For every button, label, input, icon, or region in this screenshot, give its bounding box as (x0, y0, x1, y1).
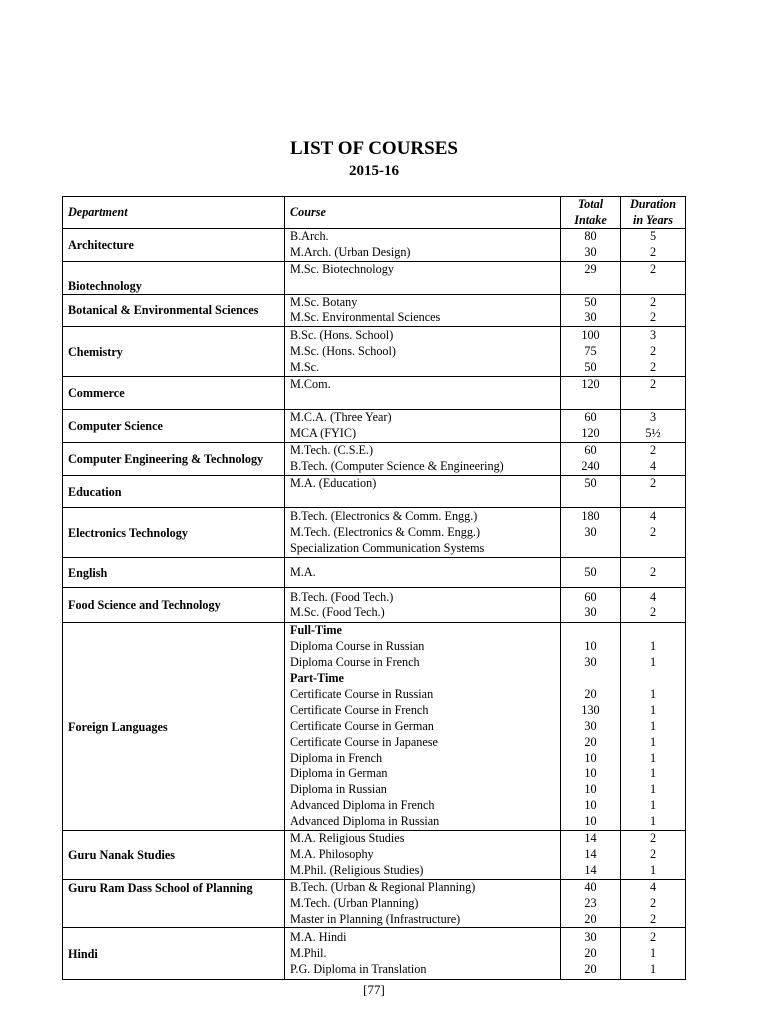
intake-value: 14 (584, 831, 597, 846)
intake-cell (561, 475, 621, 508)
intake-value: 30 (584, 930, 597, 945)
intake-value (566, 278, 615, 294)
duration-value: 2 (649, 525, 657, 540)
duration-value: 4 (649, 509, 657, 524)
intake-value: 60 (584, 442, 597, 457)
intake-cell (561, 261, 621, 294)
department-cell: Foreign Languages (63, 623, 285, 831)
intake-value: 180 (581, 509, 600, 524)
course-line: M.Arch. (Urban Design) (290, 244, 411, 259)
course-line: Master in Planning (Infrastructure) (290, 911, 461, 926)
table-row (63, 879, 686, 928)
intake-value: 60 (584, 410, 597, 425)
intake-value: 10 (584, 766, 597, 781)
intake-value: 30 (584, 525, 597, 540)
intake-cell (561, 928, 621, 980)
course-line: M.Tech. (C.S.E.) (290, 442, 374, 457)
courses-cell (285, 588, 561, 623)
intake-value (566, 541, 615, 557)
intake-value: 120 (581, 426, 600, 441)
course-line: Certificate Course in Japanese (290, 734, 438, 749)
header-total-intake: Total Intake (561, 197, 621, 229)
intake-cell (561, 623, 621, 831)
intake-value: 30 (584, 310, 597, 325)
intake-cell (561, 410, 621, 443)
intake-cell (561, 327, 621, 377)
duration-value: 1 (649, 766, 657, 781)
duration-cell (621, 475, 686, 508)
duration-value: 2 (649, 930, 657, 945)
course-line: M.Phil. (290, 945, 327, 960)
courses-cell (285, 327, 561, 377)
department-cell: Chemistry (63, 327, 285, 377)
duration-cell (621, 377, 686, 410)
course-line: M.A. Philosophy (290, 846, 374, 861)
duration-value (626, 278, 680, 294)
table-row (63, 294, 686, 327)
intake-value: 120 (581, 377, 600, 392)
table-row (63, 928, 686, 980)
duration-value: 2 (649, 261, 657, 276)
header-department: Department (63, 197, 285, 229)
department-cell: Electronics Technology (63, 508, 285, 558)
table-row (63, 558, 686, 588)
table-row (63, 623, 686, 831)
course-line: M.A. (Education) (290, 475, 377, 490)
duration-value: 1 (649, 798, 657, 813)
intake-cell (561, 442, 621, 475)
intake-cell (561, 588, 621, 623)
course-line: B.Tech. (Electronics & Comm. Engg.) (290, 509, 478, 524)
header-course: Course (285, 197, 561, 229)
table-row (63, 261, 686, 294)
course-line: Certificate Course in German (290, 718, 434, 733)
department-cell: Architecture (63, 229, 285, 262)
intake-cell (561, 377, 621, 410)
table-row (63, 475, 686, 508)
department-cell: Guru Nanak Studies (63, 831, 285, 880)
table-body (63, 229, 686, 980)
page-title: LIST OF COURSES (290, 138, 458, 159)
courses-cell (285, 442, 561, 475)
courses-cell (285, 475, 561, 508)
course-line: M.Com. (290, 377, 331, 392)
course-line: Diploma Course in Russian (290, 639, 425, 654)
course-line: Advanced Diploma in French (290, 798, 435, 813)
duration-value: 2 (649, 565, 657, 580)
duration-cell (621, 831, 686, 880)
table-header-row (63, 197, 686, 229)
duration-value: 4 (649, 879, 657, 894)
intake-value: 10 (584, 798, 597, 813)
duration-value: 1 (649, 814, 657, 829)
intake-value (566, 492, 615, 508)
courses-cell (285, 410, 561, 443)
intake-value: 10 (584, 782, 597, 797)
intake-cell (561, 831, 621, 880)
intake-value: 30 (584, 655, 597, 670)
duration-cell (621, 928, 686, 980)
duration-cell (621, 508, 686, 558)
duration-value: 2 (649, 895, 657, 910)
course-line: Certificate Course in Russian (290, 687, 434, 702)
course-line: Diploma in French (290, 750, 383, 765)
course-line: Certificate Course in French (290, 702, 429, 717)
intake-value: 20 (584, 911, 597, 926)
courses-cell (285, 623, 561, 831)
table-row (63, 442, 686, 475)
duration-cell (621, 229, 686, 262)
duration-value: 4 (649, 589, 657, 604)
intake-value: 20 (584, 945, 597, 960)
table-row (63, 410, 686, 443)
duration-value: 1 (649, 862, 657, 877)
duration-value: 3 (649, 410, 657, 425)
intake-value: 30 (584, 244, 597, 259)
intake-cell (561, 558, 621, 588)
department-cell: Commerce (63, 377, 285, 410)
duration-value: 1 (649, 687, 657, 702)
courses-cell (285, 558, 561, 588)
courses-cell (285, 879, 561, 928)
table-row (63, 327, 686, 377)
intake-value: 30 (584, 605, 597, 620)
course-line: M.Sc. Botany (290, 294, 358, 309)
duration-cell (621, 588, 686, 623)
intake-value (566, 623, 615, 639)
course-line: M.A. (290, 565, 316, 580)
intake-value: 20 (584, 734, 597, 749)
courses-cell (285, 928, 561, 980)
intake-cell (561, 229, 621, 262)
course-line: M.A. Hindi (290, 930, 347, 945)
intake-value: 80 (584, 229, 597, 243)
course-line: P.G. Diploma in Translation (290, 961, 427, 976)
duration-value (626, 671, 680, 687)
intake-value: 40 (584, 879, 597, 894)
course-line: M.Sc. Environmental Sciences (290, 310, 441, 325)
intake-cell (561, 879, 621, 928)
intake-value: 240 (581, 458, 600, 473)
intake-cell (561, 508, 621, 558)
course-line: B.Tech. (Computer Science & Engineering) (290, 458, 504, 473)
header-duration: Duration in Years (621, 197, 686, 229)
duration-value: 2 (649, 605, 657, 620)
intake-value: 50 (584, 475, 597, 490)
intake-value: 23 (584, 895, 597, 910)
duration-value: 2 (649, 377, 657, 392)
duration-value: 1 (649, 655, 657, 670)
courses-cell (285, 831, 561, 880)
duration-value: 2 (649, 475, 657, 490)
duration-value: 2 (649, 846, 657, 861)
duration-value: 1 (649, 961, 657, 976)
course-line: Part-Time (290, 671, 344, 686)
intake-value: 10 (584, 814, 597, 829)
duration-value: 1 (649, 945, 657, 960)
course-line: Specialization Communication Systems (290, 540, 485, 555)
duration-value: 4 (649, 458, 657, 473)
intake-value: 10 (584, 639, 597, 654)
course-line: Advanced Diploma in Russian (290, 814, 440, 829)
duration-value: 2 (649, 244, 657, 259)
duration-value: 2 (649, 294, 657, 309)
page-subtitle: 2015-16 (349, 163, 399, 179)
intake-value: 20 (584, 961, 597, 976)
department-cell: Hindi (63, 928, 285, 980)
courses-cell (285, 229, 561, 262)
course-line: M.Sc. (290, 359, 320, 374)
course-line (290, 393, 555, 409)
department-cell: Biotechnology (63, 261, 285, 294)
course-line: B.Arch. (290, 229, 329, 243)
duration-value: 5 (649, 229, 657, 243)
duration-value (626, 541, 680, 557)
intake-cell (561, 294, 621, 327)
course-line: M.Tech. (Electronics & Comm. Engg.) (290, 525, 481, 540)
table-row (63, 831, 686, 880)
course-line: M.Sc. (Food Tech.) (290, 605, 385, 620)
duration-value (626, 623, 680, 639)
courses-cell (285, 508, 561, 558)
department-cell: Guru Ram Dass School of Planning (63, 879, 285, 928)
duration-value: 1 (649, 734, 657, 749)
courses-cell (285, 294, 561, 327)
duration-value: 1 (649, 702, 657, 717)
course-line: M.Sc. Biotechnology (290, 261, 394, 276)
department-cell: Botanical & Environmental Sciences (63, 294, 285, 327)
courses-cell (285, 377, 561, 410)
table-row (63, 377, 686, 410)
duration-cell (621, 558, 686, 588)
department-cell: Food Science and Technology (63, 588, 285, 623)
course-line: B.Tech. (Food Tech.) (290, 589, 394, 604)
department-cell: Computer Science (63, 410, 285, 443)
course-line: B.Tech. (Urban & Regional Planning) (290, 879, 476, 894)
course-line: MCA (FYIC) (290, 426, 357, 441)
duration-value: 1 (649, 639, 657, 654)
course-line (290, 492, 555, 508)
course-line: M.Tech. (Urban Planning) (290, 895, 419, 910)
intake-value: 20 (584, 687, 597, 702)
table-row (63, 508, 686, 558)
duration-value: 2 (649, 911, 657, 926)
duration-value: 2 (649, 442, 657, 457)
course-line: Full-Time (290, 623, 342, 638)
intake-value (566, 393, 615, 409)
duration-value (626, 393, 680, 409)
duration-value: 2 (649, 359, 657, 374)
intake-value: 10 (584, 750, 597, 765)
page-number: [77] (363, 982, 385, 997)
duration-cell (621, 442, 686, 475)
duration-value: 2 (649, 831, 657, 846)
course-line: Diploma in German (290, 766, 388, 781)
department-cell: English (63, 558, 285, 588)
duration-value (626, 492, 680, 508)
intake-value (566, 671, 615, 687)
course-line: M.Phil. (Religious Studies) (290, 862, 424, 877)
duration-value: 5½ (645, 426, 661, 441)
duration-value: 1 (649, 750, 657, 765)
course-line: Diploma Course in French (290, 655, 420, 670)
table-row (63, 229, 686, 262)
course-line: M.Sc. (Hons. School) (290, 343, 396, 358)
intake-value: 14 (584, 846, 597, 861)
duration-cell (621, 410, 686, 443)
duration-cell (621, 327, 686, 377)
duration-cell (621, 879, 686, 928)
course-line: M.C.A. (Three Year) (290, 410, 392, 425)
duration-cell (621, 261, 686, 294)
department-cell: Computer Engineering & Technology (63, 442, 285, 475)
course-line (290, 278, 555, 294)
course-line: B.Sc. (Hons. School) (290, 328, 394, 342)
intake-value: 60 (584, 589, 597, 604)
intake-value: 75 (584, 343, 597, 358)
duration-value: 1 (649, 718, 657, 733)
department-cell: Education (63, 475, 285, 508)
intake-value: 100 (581, 328, 600, 342)
intake-value: 14 (584, 862, 597, 877)
intake-value: 50 (584, 565, 597, 580)
intake-value: 30 (584, 718, 597, 733)
courses-cell (285, 261, 561, 294)
courses-table (62, 196, 686, 980)
table-row (63, 588, 686, 623)
duration-value: 2 (649, 343, 657, 358)
course-line: Diploma in Russian (290, 782, 387, 797)
course-line: M.A. Religious Studies (290, 831, 405, 846)
intake-value: 29 (584, 261, 597, 276)
duration-value: 3 (649, 328, 657, 342)
duration-cell (621, 623, 686, 831)
intake-value: 130 (581, 702, 600, 717)
duration-value: 1 (649, 782, 657, 797)
duration-cell (621, 294, 686, 327)
intake-value: 50 (584, 359, 597, 374)
duration-value: 2 (649, 310, 657, 325)
intake-value: 50 (584, 294, 597, 309)
